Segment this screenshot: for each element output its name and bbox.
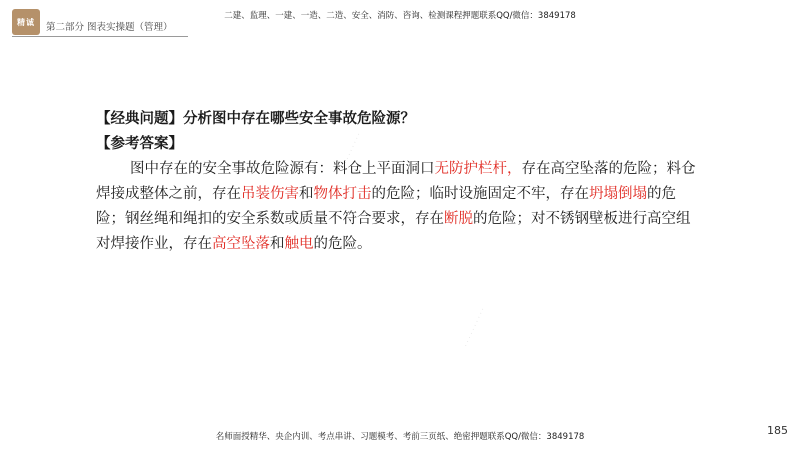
highlight-text: 断脱 xyxy=(444,211,473,227)
watermark: · · · · · · · · · · xyxy=(462,306,488,349)
section-title: 第二部分 图表实操题（管理） xyxy=(46,22,173,33)
highlight-text: 坍塌倒塌 xyxy=(589,186,647,202)
highlight-text: 物体打击 xyxy=(313,186,372,202)
answer-heading: 【参考答案】 xyxy=(96,136,183,152)
logo-text: 精诚 xyxy=(17,17,35,27)
highlight-text: 触电 xyxy=(284,236,314,252)
watermark: · · · · · · · · · · xyxy=(338,131,364,174)
answer-text: 存在高空坠落的危险；料仓焊接成整体之前，存在 xyxy=(96,161,696,202)
question-heading: 【经典问题】分析图中存在哪些安全事故危险源？ xyxy=(96,111,415,127)
answer-text: 的危险。 xyxy=(313,236,372,252)
main-content xyxy=(96,107,696,257)
answer-text: 和 xyxy=(299,186,314,202)
highlight-text: 高空坠落 xyxy=(212,236,270,252)
answer-text: 图中存在的安全事故危险源有：料仓上平面洞口 xyxy=(130,161,435,177)
answer-text: 的危险；对不锈钢壁板进行高空组对焊接作业，存在 xyxy=(96,211,691,252)
highlight-text: 吊装伤害 xyxy=(241,186,299,202)
answer-paragraph xyxy=(96,157,696,257)
answer-text: 和 xyxy=(270,236,285,252)
footer-contact: 名师面授精华、央企内训、考点串讲、习题模考、考前三页纸、绝密押题联系QQ/微信：3849178 xyxy=(215,432,585,442)
answer-text: 的危险；钢丝绳和绳扣的安全系数或质量不符合要求，存在 xyxy=(96,186,676,227)
page-number: 185 xyxy=(767,424,788,437)
header-contact: 二建、监理、一建、一造、二造、安全、消防、咨询、检测课程押题联系QQ/微信：3849178 xyxy=(224,11,576,21)
header-divider xyxy=(12,36,188,37)
answer-text: 的危险；临时设施固定不牢，存在 xyxy=(371,186,589,202)
highlight-text: 无防护栏杆， xyxy=(434,161,522,177)
